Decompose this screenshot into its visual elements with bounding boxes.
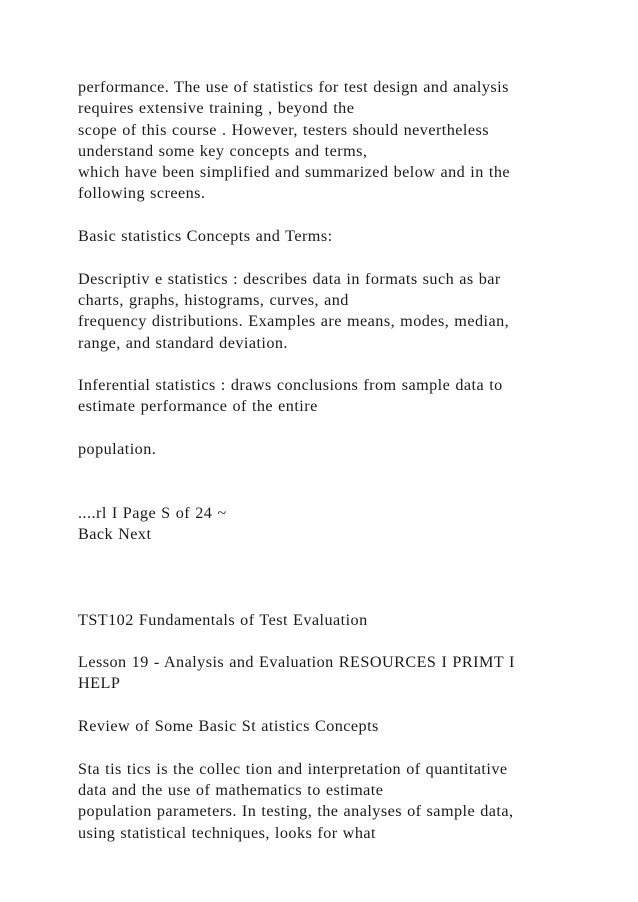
paragraph-line: data and the use of mathematics to estimate	[78, 780, 384, 799]
paragraph-line: following screens.	[78, 184, 206, 203]
paragraph-line: Sta tis tics is the collec tion and interpretation of quantitative	[78, 759, 508, 778]
inferential-statistics-paragraph	[78, 375, 618, 418]
document-page	[78, 77, 618, 844]
paragraph-line: understand some key concepts and terms,	[78, 141, 368, 160]
paragraph-line: HELP	[78, 674, 121, 693]
population-line: population.	[78, 440, 157, 459]
paragraph-line: population parameters. In testing, the analyses of sample data,	[78, 802, 514, 821]
review-heading: Review of Some Basic St atistics Concepts	[78, 717, 379, 736]
paragraph-line: scope of this course . However, testers should nevertheless	[78, 120, 490, 139]
paragraph-line: estimate performance of the entire	[78, 397, 318, 416]
paragraph-line: Inferential statistics : draws conclusions from sample data to	[78, 376, 503, 395]
paragraph-line: charts, graphs, histograms, curves, and	[78, 290, 349, 309]
descriptive-statistics-paragraph	[78, 269, 618, 354]
intro-paragraph	[78, 77, 618, 205]
lesson-header	[78, 652, 618, 695]
paragraph-line: performance. The use of statistics for test design and analysis	[78, 78, 509, 96]
paragraph-line: using statistical techniques, looks for what	[78, 823, 376, 842]
paragraph-line: Lesson 19 - Analysis and Evaluation RESOURCES I PRIMT I	[78, 653, 515, 672]
paragraph-line: requires extensive training , beyond the	[78, 99, 355, 118]
course-title: TST102 Fundamentals of Test Evaluation	[78, 610, 368, 629]
paragraph-line: Descriptiv e statistics : describes data in formats such as bar	[78, 269, 501, 288]
paragraph-line: which have been simplified and summarized below and in the	[78, 163, 511, 182]
paragraph-line: frequency distributions. Examples are means, modes, median,	[78, 312, 510, 331]
page-navigation-indicator: ....rl I Page S of 24 ~	[78, 503, 227, 522]
paragraph-line: range, and standard deviation.	[78, 333, 288, 352]
basic-concepts-heading: Basic statistics Concepts and Terms:	[78, 227, 333, 246]
statistics-definition-paragraph	[78, 759, 618, 844]
back-next-navigation: Back Next	[78, 525, 152, 544]
